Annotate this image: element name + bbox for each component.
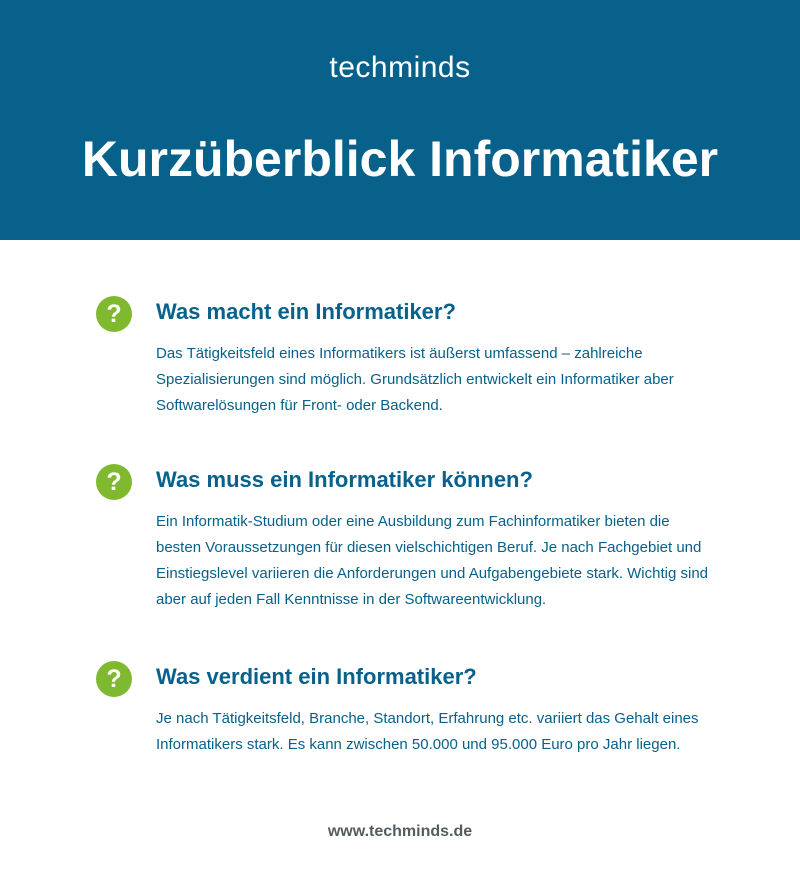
faq-question: Was muss ein Informatiker können? (156, 467, 533, 492)
header-banner (0, 0, 800, 240)
page-title: Kurzüberblick Informatiker (81, 131, 719, 187)
faq-question: Was macht ein Informatiker? (156, 299, 456, 324)
question-icon: ? (96, 661, 132, 697)
faq-answer: Das Tätigkeitsfeld eines Informatikers ist äußerst umfassend – zahlreiche Spezialisierungen sind möglich. Grundsätzlich entwickelt ein Informatiker aber Softwarelösungen für Front- oder Backend. (156, 345, 674, 414)
brand-logo: techminds (329, 51, 471, 84)
faq-question: Was verdient ein Informatiker? (156, 664, 477, 689)
footer-url: www.techminds.de (327, 823, 473, 840)
question-icon: ? (96, 296, 132, 332)
faq-answer: Ein Informatik-Studium oder eine Ausbildung zum Fachinformatiker bieten die besten Voraussetzungen für diesen vielschichtigen Beruf. Je nach Fachgebiet und Einstiegslevel variieren die Anforderungen und Aufgabengebiete stark. Wichtig sind aber auf jeden Fall Kenntnisse in der Softwareentwicklung. (156, 513, 709, 608)
faq-answer: Je nach Tätigkeitsfeld, Branche, Standort, Erfahrung etc. variiert das Gehalt eines Informatikers stark. Es kann zwischen 50.000 und 95.000 Euro pro Jahr liegen. (156, 710, 699, 753)
question-icon: ? (96, 464, 132, 500)
